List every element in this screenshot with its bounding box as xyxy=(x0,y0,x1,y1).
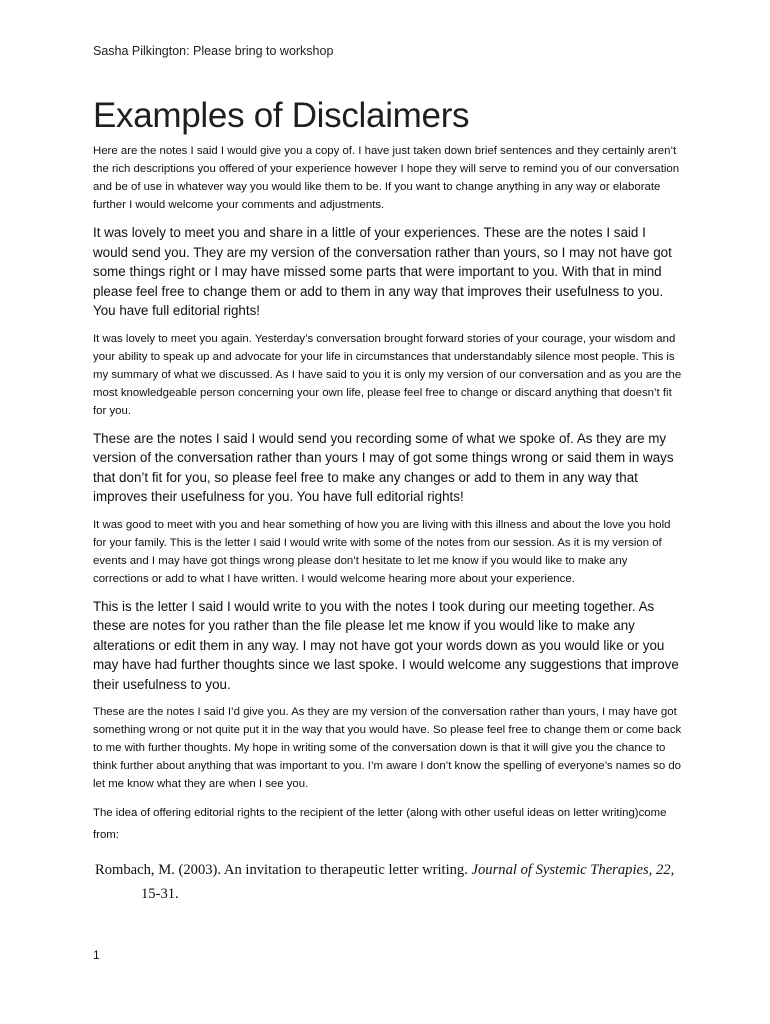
disclaimer-paragraph-2: It was lovely to meet you and share in a little of your experiences. These are the notes I said I would send you. They are my version of the conversation rather than yours, so I may not have got some things right or I may have missed some parts that were important to you. With that in mind please feel free to change them or add to them in any way that improves their usefulness to you. You have full editorial rights! xyxy=(93,225,672,318)
disclaimer-paragraph-3: It was lovely to meet you again. Yesterday’s conversation brought forward stories of your courage, your wisdom and your ability to speak up and advocate for your life in circumstances that understandably silence most people. This is my summary of what we discussed. As I have said to you it is only my version of our conversation and as you are the most knowledgeable person concerning your own life, please feel free to change or discard anything that doesn’t fit for you. xyxy=(93,332,682,417)
disclaimer-paragraph-7: These are the notes I said I’d give you. As they are my version of the conversation rather than yours, I may have got something wrong or not quite put it in the way that you would have. So please feel free to change them or come back to me with further thoughts. My hope in writing some of the conversation down is that it will give you the chance to think further about anything that was important to you. I’m aware I don’t know the spelling of everyone’s names so do let me know what they are when I see you. xyxy=(93,706,682,790)
page-number: 1 xyxy=(93,948,100,962)
disclaimer-paragraph-5: It was good to meet with you and hear something of how you are living with this illness and about the love you hold for your family. This is the letter I said I would write with some of the notes from our session. As it is my version of events and I may have got things wrong please don’t hesitate to let me know if you would like to make any corrections or add to what I have written. I would welcome hearing more about your experience. xyxy=(93,518,671,585)
reference-authors: Rombach, M. (2003). An invitation to therapeutic letter writing. xyxy=(95,862,472,878)
reference-citation xyxy=(95,858,682,906)
disclaimer-paragraph-4: These are the notes I said I would send you recording some of what we spoke of. As they are my version of the conversation rather than yours I may of got some things wrong or said them in ways that don’t fit for you, so please feel free to make any changes or add to them in any way that improves their usefulness for you. You have full editorial rights! xyxy=(93,430,674,504)
disclaimer-paragraph-1: Here are the notes I said I would give you a copy of. I have just taken down brief sentences and they certainly aren’t the rich descriptions you offered of your experience however I hope they will serve to remind you of our conversation and be of use in whatever way you would like them to be. If you want to change anything in any way or elaborate further I would welcome your comments and adjustments. xyxy=(93,145,680,211)
page-header: Sasha Pilkington: Please bring to workshop xyxy=(93,44,334,58)
source-note-paragraph: The idea of offering editorial rights to the recipient of the letter (along with other useful ideas on letter writing)come from: xyxy=(93,807,667,841)
page-title: Examples of Disclaimers xyxy=(93,96,470,135)
reference-pages: , 15-31. xyxy=(141,862,675,902)
disclaimer-paragraph-6: This is the letter I said I would write to you with the notes I took during our meeting together. As these are notes for you rather than the file please let me know if you would like to make any alterations or edit them in any way. I may not have got your words down as you would like or you may have had further thoughts since we last spoke. I would welcome any suggestions that improve their usefulness to you. xyxy=(93,598,679,692)
reference-journal: Journal of Systemic Therapies, 22 xyxy=(471,862,671,878)
